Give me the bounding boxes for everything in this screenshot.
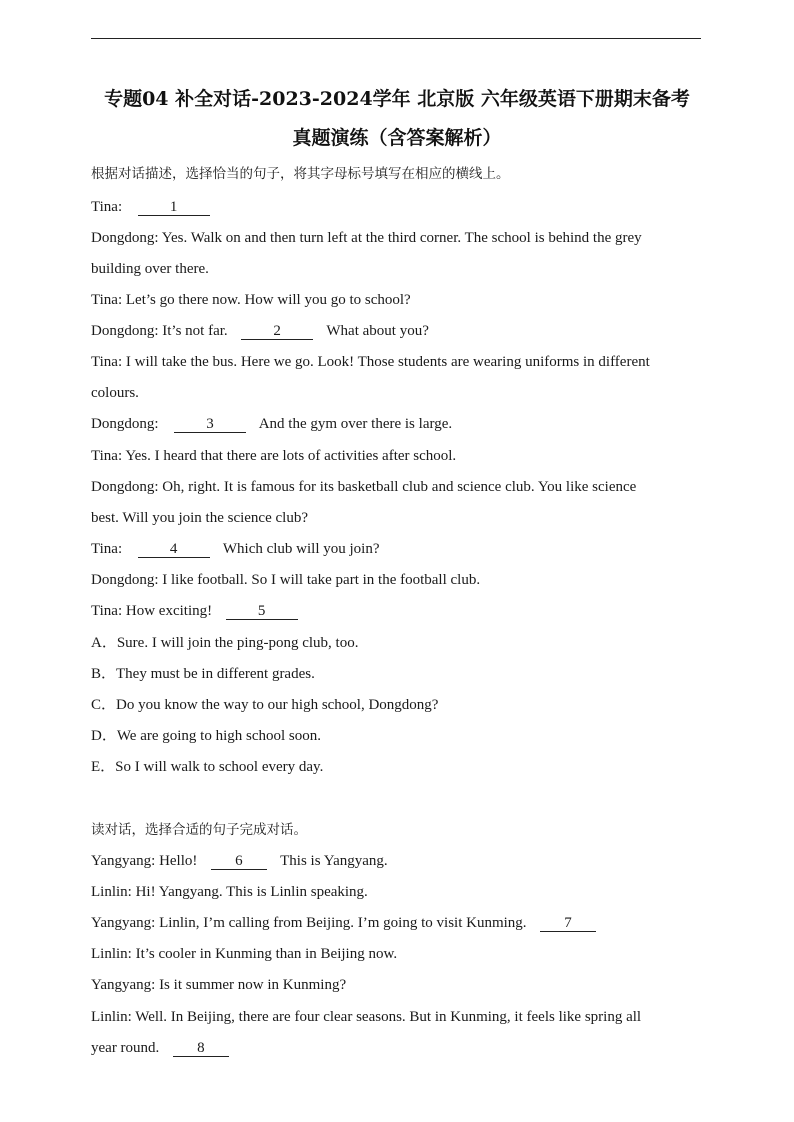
answer-blank-2[interactable]: 2 (241, 323, 313, 340)
answer-blank-1[interactable]: 1 (138, 199, 210, 216)
option-c: C．Do you know the way to our high school, Dongdong? (91, 697, 439, 713)
dialogue-line (91, 539, 380, 559)
dialogue-line: Yangyang: Is it summer now in Kunming? (91, 977, 347, 993)
dialogue-line (91, 414, 452, 434)
dialogue-line (91, 321, 429, 341)
answer-blank-5[interactable]: 5 (226, 603, 298, 620)
line-text: Dongdong: It’s not far. (91, 323, 228, 339)
speaker: Tina: (91, 199, 123, 215)
line-text: And the gym over there is large. (258, 416, 453, 432)
option-b: B．They must be in different grades. (91, 666, 315, 682)
dialogue-line (91, 601, 298, 621)
page-subtitle: 真题演练（含答案解析） (292, 127, 502, 149)
dialogue-line: Dongdong: Yes. Walk on and then turn left at the third corner. The school is behind the grey (91, 230, 642, 246)
line-text: Yangyang: Hello! (91, 853, 198, 869)
dialogue-line (91, 851, 388, 871)
option-e: E．So I will walk to school every day. (91, 759, 324, 775)
dialogue-line: best. Will you join the science club? (91, 510, 308, 526)
line-text: Tina: How exciting! (91, 603, 213, 619)
dialogue-line: Tina: Let’s go there now. How will you go to school? (91, 292, 411, 308)
speaker: Dongdong: (91, 416, 159, 432)
line-text: This is Yangyang. (280, 853, 388, 869)
dialogue-line: Linlin: It’s cooler in Kunming than in Beijing now. (91, 946, 398, 962)
speaker: Tina: (91, 541, 123, 557)
line-text: year round. (91, 1040, 160, 1056)
option-a: A．Sure. I will join the ping-pong club, too. (91, 635, 359, 651)
line-text: What about you? (326, 323, 429, 339)
dialogue-line: Tina: Yes. I heard that there are lots of activities after school. (91, 448, 457, 464)
answer-blank-4[interactable]: 4 (138, 541, 210, 558)
dialogue-line: colours. (91, 385, 139, 401)
answer-blank-8[interactable]: 8 (173, 1040, 229, 1057)
dialogue-line: Dongdong: Oh, right. It is famous for its basketball club and science club. You like science (91, 479, 637, 495)
answer-blank-3[interactable]: 3 (174, 416, 246, 433)
section1-instruction: 根据对话描述，选择恰当的句子，将其字母标号填写在相应的横线上。 (91, 166, 510, 182)
dialogue-line: Tina: I will take the bus. Here we go. Look! Those students are wearing uniforms in different (91, 354, 650, 370)
header-rule (91, 38, 701, 39)
line-text: Which club will you join? (222, 541, 380, 557)
dialogue-line: Linlin: Well. In Beijing, there are four clear seasons. But in Kunming, it feels like spring all (91, 1009, 642, 1025)
dialogue-line: Dongdong: I like football. So I will take part in the football club. (91, 572, 481, 588)
dialogue-line (91, 1038, 229, 1058)
answer-blank-6[interactable]: 6 (211, 853, 267, 870)
answer-blank-7[interactable]: 7 (540, 915, 596, 932)
dialogue-line (91, 197, 210, 217)
line-text: Yangyang: Linlin, I’m calling from Beijing. I’m going to visit Kunming. (91, 915, 527, 931)
dialogue-line (91, 913, 596, 933)
dialogue-line: Linlin: Hi! Yangyang. This is Linlin speaking. (91, 884, 368, 900)
section2-instruction: 读对话，选择合适的句子完成对话。 (91, 822, 307, 838)
page-title: 专题04 补全对话-2023-2024学年 北京版 六年级英语下册期末备考 (104, 88, 690, 110)
dialogue-line: building over there. (91, 261, 209, 277)
option-d: D．We are going to high school soon. (91, 728, 322, 744)
